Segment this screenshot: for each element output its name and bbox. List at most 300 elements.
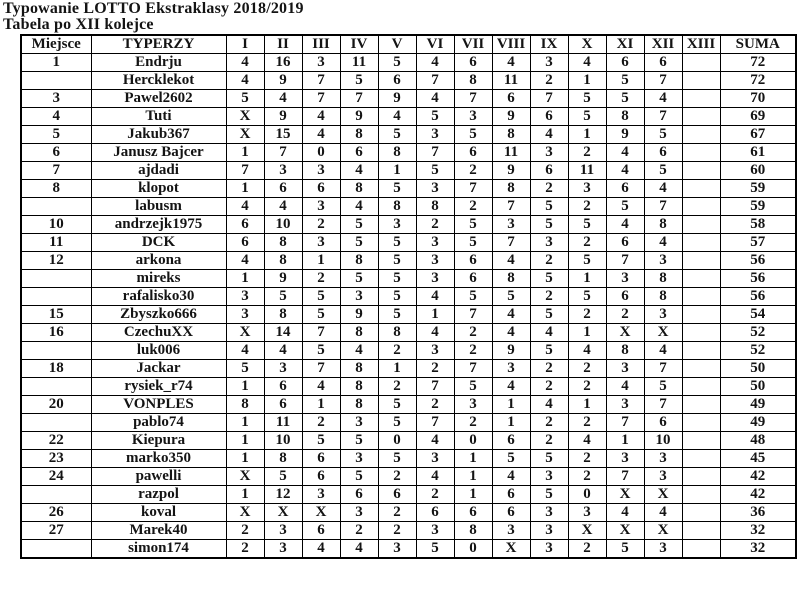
round-score-cell: 7 <box>416 144 454 162</box>
round-score-cell: 1 <box>226 414 264 432</box>
round-score-cell: 10 <box>644 432 682 450</box>
round-score-cell: 7 <box>492 234 530 252</box>
round-score-cell: 2 <box>416 360 454 378</box>
round-score-cell: 8 <box>340 324 378 342</box>
round-score-cell: 4 <box>644 504 682 522</box>
round-xiii-empty-cell <box>682 324 720 342</box>
total-cell: 57 <box>720 234 796 252</box>
round-score-cell: 2 <box>568 414 606 432</box>
total-cell: 54 <box>720 306 796 324</box>
player-name-cell: rafalisko30 <box>91 288 226 306</box>
round-score-cell: 7 <box>302 324 340 342</box>
round-score-cell: 3 <box>644 252 682 270</box>
round-score-cell: 9 <box>264 270 302 288</box>
round-score-cell: 4 <box>568 342 606 360</box>
round-score-cell: 7 <box>454 306 492 324</box>
table-row <box>21 450 796 468</box>
player-name-cell: Pawel2602 <box>91 90 226 108</box>
place-cell: 20 <box>21 396 91 414</box>
round-score-cell: X <box>226 126 264 144</box>
round-score-cell: 3 <box>416 126 454 144</box>
round-score-cell: 2 <box>568 468 606 486</box>
round-score-cell: 6 <box>606 54 644 72</box>
round-score-cell: 2 <box>568 378 606 396</box>
round-score-cell: 6 <box>264 396 302 414</box>
round-score-cell: 3 <box>492 360 530 378</box>
round-score-cell: 4 <box>492 324 530 342</box>
table-row <box>21 270 796 288</box>
round-score-cell: 8 <box>644 288 682 306</box>
titles-block <box>0 0 800 33</box>
round-score-cell: 1 <box>568 324 606 342</box>
round-score-cell: 3 <box>492 522 530 540</box>
round-score-cell: 8 <box>644 216 682 234</box>
column-header-miejsce: Miejsce <box>21 35 91 54</box>
round-xiii-empty-cell <box>682 90 720 108</box>
player-name-cell: Jackar <box>91 360 226 378</box>
round-score-cell: 7 <box>606 468 644 486</box>
total-cell: 56 <box>720 270 796 288</box>
player-name-cell: Kiepura <box>91 432 226 450</box>
place-cell: 8 <box>21 180 91 198</box>
total-cell: 72 <box>720 72 796 90</box>
round-score-cell: X <box>264 504 302 522</box>
round-score-cell: 7 <box>492 198 530 216</box>
round-score-cell: 2 <box>530 252 568 270</box>
round-xiii-empty-cell <box>682 54 720 72</box>
round-score-cell: 14 <box>264 324 302 342</box>
round-score-cell: 4 <box>492 252 530 270</box>
place-cell: 12 <box>21 252 91 270</box>
round-score-cell: 4 <box>568 54 606 72</box>
table-row <box>21 342 796 360</box>
round-score-cell: 4 <box>226 54 264 72</box>
round-score-cell: 0 <box>454 540 492 559</box>
round-score-cell: 1 <box>454 486 492 504</box>
round-score-cell: 6 <box>606 234 644 252</box>
round-score-cell: 4 <box>340 540 378 559</box>
place-cell: 24 <box>21 468 91 486</box>
round-score-cell: 3 <box>340 450 378 468</box>
round-score-cell: 3 <box>226 288 264 306</box>
column-header-i: I <box>226 35 264 54</box>
round-score-cell: 3 <box>264 540 302 559</box>
round-score-cell: X <box>568 522 606 540</box>
round-xiii-empty-cell <box>682 360 720 378</box>
round-score-cell: 8 <box>340 252 378 270</box>
round-score-cell: 6 <box>644 144 682 162</box>
round-score-cell: 8 <box>264 450 302 468</box>
round-score-cell: 2 <box>226 522 264 540</box>
table-row <box>21 216 796 234</box>
column-header-xiii: XIII <box>682 35 720 54</box>
round-score-cell: 5 <box>530 450 568 468</box>
round-score-cell: 6 <box>492 90 530 108</box>
round-score-cell: 2 <box>568 540 606 559</box>
round-score-cell: 4 <box>302 126 340 144</box>
round-score-cell: 1 <box>226 180 264 198</box>
header-row <box>21 35 796 54</box>
round-score-cell: 3 <box>530 540 568 559</box>
round-xiii-empty-cell <box>682 414 720 432</box>
round-score-cell: X <box>226 324 264 342</box>
round-score-cell: 7 <box>530 90 568 108</box>
round-score-cell: 7 <box>454 360 492 378</box>
round-score-cell: 5 <box>606 198 644 216</box>
round-score-cell: 6 <box>492 486 530 504</box>
round-score-cell: 6 <box>454 252 492 270</box>
round-score-cell: 5 <box>606 90 644 108</box>
round-score-cell: 3 <box>378 216 416 234</box>
round-score-cell: 1 <box>492 396 530 414</box>
round-score-cell: 2 <box>530 432 568 450</box>
round-score-cell: 7 <box>644 108 682 126</box>
place-cell <box>21 72 91 90</box>
round-score-cell: 2 <box>226 540 264 559</box>
round-score-cell: 1 <box>226 432 264 450</box>
round-score-cell: 5 <box>644 162 682 180</box>
total-cell: 42 <box>720 486 796 504</box>
round-score-cell: 8 <box>606 342 644 360</box>
round-xiii-empty-cell <box>682 468 720 486</box>
round-score-cell: 2 <box>454 198 492 216</box>
player-name-cell: andrzejk1975 <box>91 216 226 234</box>
round-score-cell: 3 <box>416 342 454 360</box>
round-score-cell: 7 <box>264 144 302 162</box>
standings-table <box>20 34 797 559</box>
round-score-cell: 1 <box>568 72 606 90</box>
round-xiii-empty-cell <box>682 216 720 234</box>
place-cell: 15 <box>21 306 91 324</box>
round-score-cell: 4 <box>492 306 530 324</box>
round-score-cell: 9 <box>264 108 302 126</box>
round-score-cell: 3 <box>530 54 568 72</box>
column-header-typerzy: TYPERZY <box>91 35 226 54</box>
round-score-cell: X <box>644 324 682 342</box>
player-name-cell: klopot <box>91 180 226 198</box>
round-xiii-empty-cell <box>682 342 720 360</box>
place-cell <box>21 198 91 216</box>
round-xiii-empty-cell <box>682 522 720 540</box>
round-score-cell: 4 <box>264 342 302 360</box>
round-score-cell: 2 <box>568 360 606 378</box>
place-cell <box>21 378 91 396</box>
table-row <box>21 198 796 216</box>
round-score-cell: 7 <box>644 198 682 216</box>
round-score-cell: 2 <box>530 288 568 306</box>
round-score-cell: 3 <box>530 504 568 522</box>
total-cell: 50 <box>720 378 796 396</box>
round-score-cell: 0 <box>454 432 492 450</box>
table-row <box>21 414 796 432</box>
round-score-cell: 3 <box>340 414 378 432</box>
round-score-cell: X <box>226 468 264 486</box>
place-cell: 5 <box>21 126 91 144</box>
round-score-cell: 5 <box>340 216 378 234</box>
round-score-cell: 3 <box>606 450 644 468</box>
round-score-cell: 2 <box>568 234 606 252</box>
round-score-cell: 7 <box>454 180 492 198</box>
round-score-cell: 4 <box>644 180 682 198</box>
round-score-cell: 1 <box>454 450 492 468</box>
round-score-cell: 1 <box>226 144 264 162</box>
round-score-cell: 3 <box>644 306 682 324</box>
round-score-cell: 3 <box>530 468 568 486</box>
place-cell: 16 <box>21 324 91 342</box>
round-score-cell: 4 <box>416 468 454 486</box>
total-cell: 50 <box>720 360 796 378</box>
table-row <box>21 540 796 559</box>
round-score-cell: X <box>606 324 644 342</box>
round-score-cell: 6 <box>340 144 378 162</box>
round-score-cell: 5 <box>264 468 302 486</box>
round-score-cell: 1 <box>378 360 416 378</box>
round-score-cell: 8 <box>264 252 302 270</box>
round-score-cell: 8 <box>492 270 530 288</box>
round-score-cell: 4 <box>606 144 644 162</box>
round-xiii-empty-cell <box>682 126 720 144</box>
round-score-cell: 5 <box>378 54 416 72</box>
round-score-cell: 6 <box>378 486 416 504</box>
table-row <box>21 144 796 162</box>
round-score-cell: 5 <box>416 540 454 559</box>
round-score-cell: 4 <box>530 324 568 342</box>
round-score-cell: 3 <box>340 288 378 306</box>
round-score-cell: 7 <box>416 72 454 90</box>
round-score-cell: 15 <box>264 126 302 144</box>
round-score-cell: X <box>302 504 340 522</box>
round-score-cell: 3 <box>416 252 454 270</box>
round-score-cell: 6 <box>340 486 378 504</box>
round-score-cell: 3 <box>264 360 302 378</box>
total-cell: 70 <box>720 90 796 108</box>
total-cell: 42 <box>720 468 796 486</box>
round-score-cell: 5 <box>378 450 416 468</box>
round-score-cell: 6 <box>454 144 492 162</box>
round-score-cell: 8 <box>378 144 416 162</box>
round-score-cell: 5 <box>340 468 378 486</box>
round-score-cell: 4 <box>644 342 682 360</box>
player-name-cell: arkona <box>91 252 226 270</box>
round-score-cell: 2 <box>568 306 606 324</box>
round-xiii-empty-cell <box>682 234 720 252</box>
round-score-cell: 8 <box>492 126 530 144</box>
round-score-cell: 2 <box>416 216 454 234</box>
round-score-cell: 6 <box>378 72 416 90</box>
round-score-cell: X <box>644 522 682 540</box>
column-header-ii: II <box>264 35 302 54</box>
player-name-cell: Jakub367 <box>91 126 226 144</box>
round-score-cell: 9 <box>264 72 302 90</box>
round-score-cell: 5 <box>378 306 416 324</box>
table-row <box>21 162 796 180</box>
total-cell: 61 <box>720 144 796 162</box>
player-name-cell: rysiek_r74 <box>91 378 226 396</box>
player-name-cell: marko350 <box>91 450 226 468</box>
round-score-cell: 5 <box>378 396 416 414</box>
player-name-cell: Hercklekot <box>91 72 226 90</box>
round-score-cell: 4 <box>302 540 340 559</box>
round-xiii-empty-cell <box>682 162 720 180</box>
round-score-cell: 4 <box>340 342 378 360</box>
table-row <box>21 108 796 126</box>
column-header-xii: XII <box>644 35 682 54</box>
round-score-cell: 0 <box>378 432 416 450</box>
column-header-x: X <box>568 35 606 54</box>
round-score-cell: 5 <box>606 72 644 90</box>
round-score-cell: 1 <box>226 450 264 468</box>
round-xiii-empty-cell <box>682 486 720 504</box>
round-score-cell: 11 <box>492 144 530 162</box>
round-score-cell: 4 <box>606 162 644 180</box>
round-score-cell: 5 <box>568 90 606 108</box>
round-score-cell: 3 <box>606 396 644 414</box>
round-score-cell: 4 <box>416 288 454 306</box>
round-score-cell: 5 <box>568 216 606 234</box>
round-score-cell: 7 <box>302 90 340 108</box>
round-score-cell: 2 <box>530 414 568 432</box>
round-score-cell: 6 <box>644 414 682 432</box>
round-score-cell: 4 <box>416 90 454 108</box>
round-score-cell: 8 <box>416 198 454 216</box>
round-score-cell: 7 <box>644 396 682 414</box>
place-cell: 6 <box>21 144 91 162</box>
page-subtitle: Tabela po XII kolejce <box>3 16 154 33</box>
round-score-cell: 5 <box>492 450 530 468</box>
round-score-cell: 10 <box>264 216 302 234</box>
round-score-cell: 11 <box>492 72 530 90</box>
round-score-cell: 4 <box>606 504 644 522</box>
round-score-cell: 6 <box>492 432 530 450</box>
round-score-cell: 8 <box>378 324 416 342</box>
column-header-xi: XI <box>606 35 644 54</box>
total-cell: 36 <box>720 504 796 522</box>
round-score-cell: 8 <box>264 306 302 324</box>
place-cell: 23 <box>21 450 91 468</box>
table-row <box>21 90 796 108</box>
round-score-cell: 1 <box>378 162 416 180</box>
round-score-cell: 2 <box>340 522 378 540</box>
round-score-cell: 6 <box>264 378 302 396</box>
round-score-cell: 2 <box>530 378 568 396</box>
round-xiii-empty-cell <box>682 198 720 216</box>
round-score-cell: 1 <box>568 126 606 144</box>
round-score-cell: 5 <box>378 414 416 432</box>
round-score-cell: 1 <box>454 468 492 486</box>
round-score-cell: 6 <box>302 180 340 198</box>
round-score-cell: 4 <box>644 234 682 252</box>
round-score-cell: 6 <box>454 270 492 288</box>
table-row <box>21 522 796 540</box>
place-cell: 27 <box>21 522 91 540</box>
total-cell: 59 <box>720 198 796 216</box>
round-score-cell: 7 <box>606 414 644 432</box>
round-score-cell: 3 <box>378 540 416 559</box>
round-score-cell: 1 <box>302 252 340 270</box>
round-xiii-empty-cell <box>682 108 720 126</box>
round-score-cell: 8 <box>378 198 416 216</box>
table-row <box>21 324 796 342</box>
round-score-cell: X <box>226 504 264 522</box>
column-header-iv: IV <box>340 35 378 54</box>
round-score-cell: 6 <box>416 504 454 522</box>
round-score-cell: 8 <box>606 108 644 126</box>
round-score-cell: 2 <box>454 342 492 360</box>
round-score-cell: 7 <box>454 90 492 108</box>
total-cell: 52 <box>720 324 796 342</box>
round-score-cell: 7 <box>644 72 682 90</box>
round-score-cell: 1 <box>568 270 606 288</box>
round-score-cell: X <box>644 486 682 504</box>
table-row <box>21 288 796 306</box>
place-cell <box>21 540 91 559</box>
round-score-cell: 6 <box>606 180 644 198</box>
round-xiii-empty-cell <box>682 72 720 90</box>
round-score-cell: 3 <box>416 180 454 198</box>
round-score-cell: 4 <box>416 54 454 72</box>
table-row <box>21 360 796 378</box>
round-score-cell: 4 <box>606 216 644 234</box>
round-score-cell: 5 <box>530 270 568 288</box>
round-score-cell: 4 <box>226 342 264 360</box>
round-score-cell: 3 <box>568 504 606 522</box>
round-xiii-empty-cell <box>682 252 720 270</box>
page-title: Typowanie LOTTO Ekstraklasy 2018/2019 <box>3 0 304 17</box>
round-score-cell: 2 <box>416 486 454 504</box>
table-row <box>21 126 796 144</box>
round-score-cell: 9 <box>492 108 530 126</box>
table-row <box>21 252 796 270</box>
round-score-cell: 5 <box>340 270 378 288</box>
column-header-iii: III <box>302 35 340 54</box>
round-score-cell: 5 <box>340 432 378 450</box>
round-score-cell: 8 <box>264 234 302 252</box>
round-score-cell: 3 <box>568 180 606 198</box>
player-name-cell: Tuti <box>91 108 226 126</box>
round-score-cell: 2 <box>378 522 416 540</box>
round-score-cell: 6 <box>302 450 340 468</box>
table-row <box>21 486 796 504</box>
table-row <box>21 396 796 414</box>
round-score-cell: 11 <box>340 54 378 72</box>
round-score-cell: 3 <box>606 270 644 288</box>
total-cell: 60 <box>720 162 796 180</box>
round-score-cell: 4 <box>530 126 568 144</box>
round-score-cell: 5 <box>378 180 416 198</box>
table-row <box>21 180 796 198</box>
round-xiii-empty-cell <box>682 504 720 522</box>
round-xiii-empty-cell <box>682 450 720 468</box>
total-cell: 45 <box>720 450 796 468</box>
round-score-cell: 0 <box>568 486 606 504</box>
round-score-cell: 3 <box>644 468 682 486</box>
round-score-cell: 4 <box>340 198 378 216</box>
round-score-cell: 4 <box>530 396 568 414</box>
round-score-cell: 2 <box>378 342 416 360</box>
round-score-cell: 3 <box>454 396 492 414</box>
round-score-cell: 2 <box>416 396 454 414</box>
round-score-cell: 11 <box>264 414 302 432</box>
round-score-cell: 5 <box>644 378 682 396</box>
round-score-cell: 5 <box>568 108 606 126</box>
round-score-cell: 8 <box>454 522 492 540</box>
total-cell: 56 <box>720 288 796 306</box>
round-score-cell: 8 <box>492 180 530 198</box>
player-name-cell: pawelli <box>91 468 226 486</box>
round-score-cell: 8 <box>340 378 378 396</box>
round-score-cell: X <box>606 522 644 540</box>
round-score-cell: 3 <box>264 162 302 180</box>
